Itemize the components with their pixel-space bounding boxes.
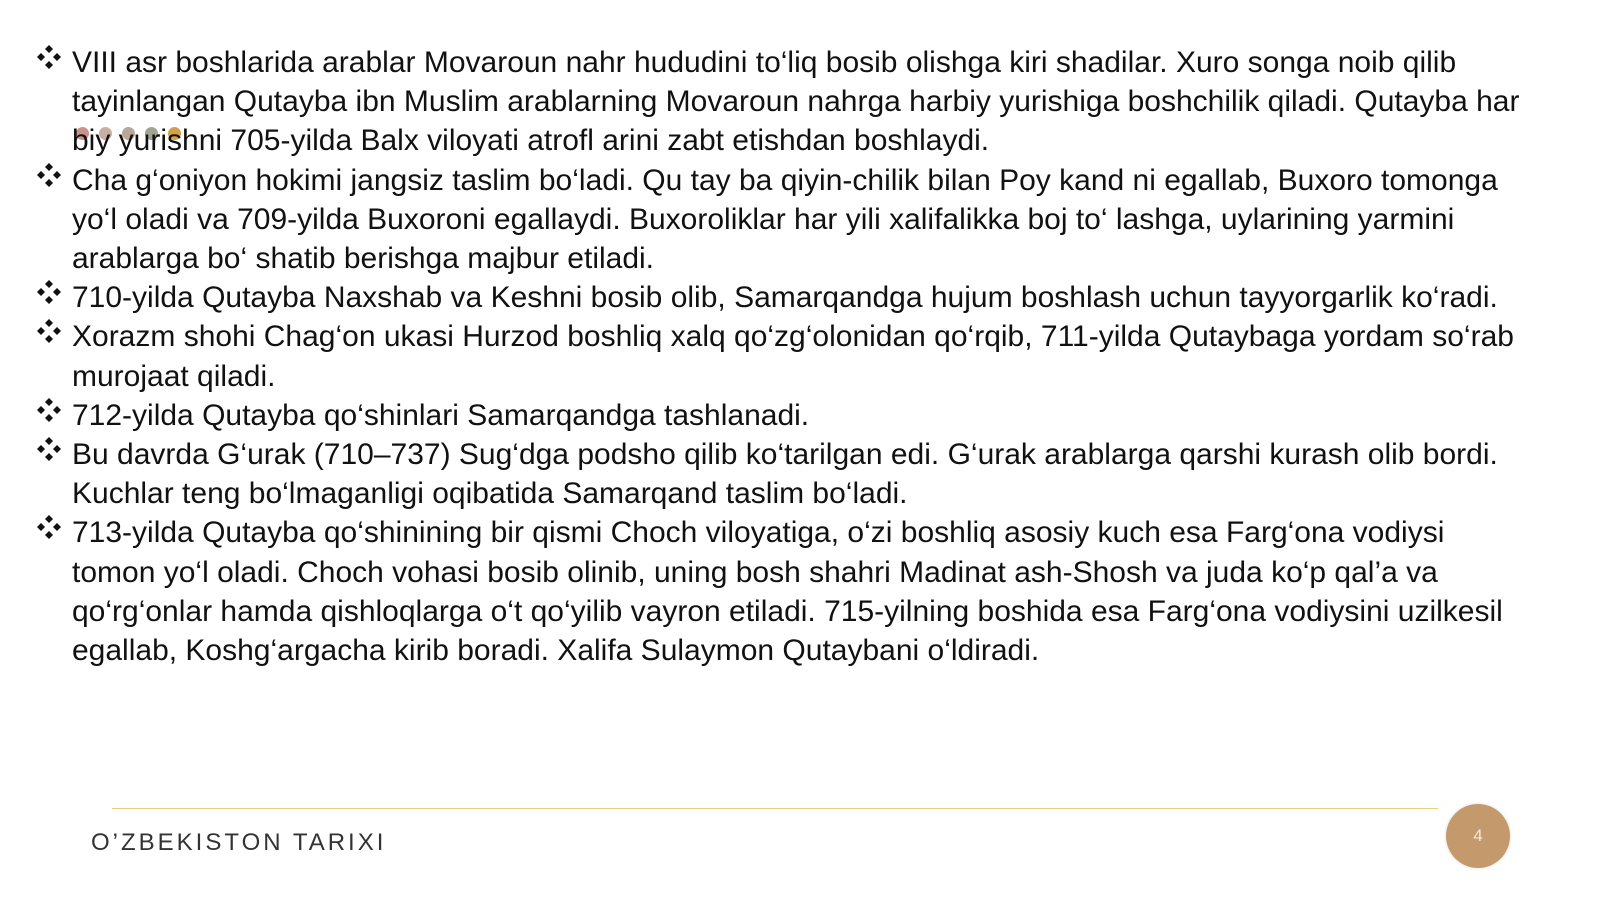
four-diamond-bullet-icon xyxy=(36,162,62,188)
bullet-text: 710-yilda Qutayba Naxshab va Keshni bosib olib, Samarqandga hujum boshlash uchun tayyorgarlik ko‘radi. xyxy=(72,281,1498,315)
four-diamond-bullet-icon xyxy=(36,514,62,540)
bullet-item xyxy=(36,513,1526,670)
bullet-item xyxy=(36,435,1526,513)
footer-title: O’ZBEKISTON TARIXI xyxy=(91,829,387,856)
bullet-text: Xorazm shohi Chag‘on ukasi Hurzod boshliq xalq qo‘zg‘olonidan qo‘rqib, 711-yilda Qutaybaga yordam so‘rab murojaat qiladi. xyxy=(72,320,1514,393)
page-number-badge xyxy=(1446,804,1510,868)
bullet-item xyxy=(36,317,1526,395)
four-diamond-bullet-icon xyxy=(36,44,62,70)
bullet-text: VIII asr boshlarida arablar Movaroun nahr hududini to‘liq bosib olishga kiri shadilar. Xuro songa noib qilib tayinlangan Qutayba ibn Muslim arablarning Movaroun nahrga harbiy yurishiga boshchilik qiladi. Qutayba har biy yurishni 705-yilda Balx viloyati atrofl arini zabt etishdan boshlaydi. xyxy=(72,46,1520,158)
bullet-list xyxy=(36,43,1526,670)
four-diamond-bullet-icon xyxy=(36,318,62,344)
four-diamond-bullet-icon xyxy=(36,436,62,462)
four-diamond-bullet-icon xyxy=(36,397,62,423)
page-number: 4 xyxy=(1473,826,1483,845)
bullet-text: 712-yilda Qutayba qo‘shinlari Samarqandga tashlanadi. xyxy=(72,398,810,432)
footer-divider xyxy=(112,808,1438,809)
bullet-item xyxy=(36,396,1526,435)
bullet-text: Bu davrda G‘urak (710–737) Sug‘dga podsho qilib ko‘tarilgan edi. G‘urak arablarga qarshi kurash olib bordi. Kuchlar teng bo‘lmaganligi oqibatida Samarqand taslim bo‘ladi. xyxy=(72,438,1498,511)
four-diamond-bullet-icon xyxy=(36,279,62,305)
bullet-item xyxy=(36,278,1526,317)
bullet-item xyxy=(36,43,1526,161)
bullet-text: 713-yilda Qutayba qo‘shinining bir qismi Choch viloyatiga, o‘zi boshliq asosiy kuch esa Farg‘ona vodiysi tomon yo‘l oladi. Choch vohasi bosib olinib, uning bosh shahri Madinat ash-Shosh va juda ko‘p qal’a va qo‘rg‘onlar hamda qishloqlarga o‘t qo‘yilib vayron etiladi. 715-yilning boshida esa Farg‘ona vodiysini uzilkesil egallab, Koshg‘argacha kirib boradi. Xalifa Sulaymon Qutaybani o‘ldiradi. xyxy=(72,516,1503,668)
bullet-text: Cha g‘oniyon hokimi jangsiz taslim bo‘ladi. Qu tay ba qiyin-chilik bilan Poy kand ni egallab, Buxoro tomonga yo‘l oladi va 709-yilda Buxoroni egallaydi. Buxoroliklar har yili xalifalikka boj to‘ lashga, uylarining yarmini arablarga bo‘ shatib berishga majbur etiladi. xyxy=(72,163,1498,276)
bullet-item xyxy=(36,161,1526,279)
